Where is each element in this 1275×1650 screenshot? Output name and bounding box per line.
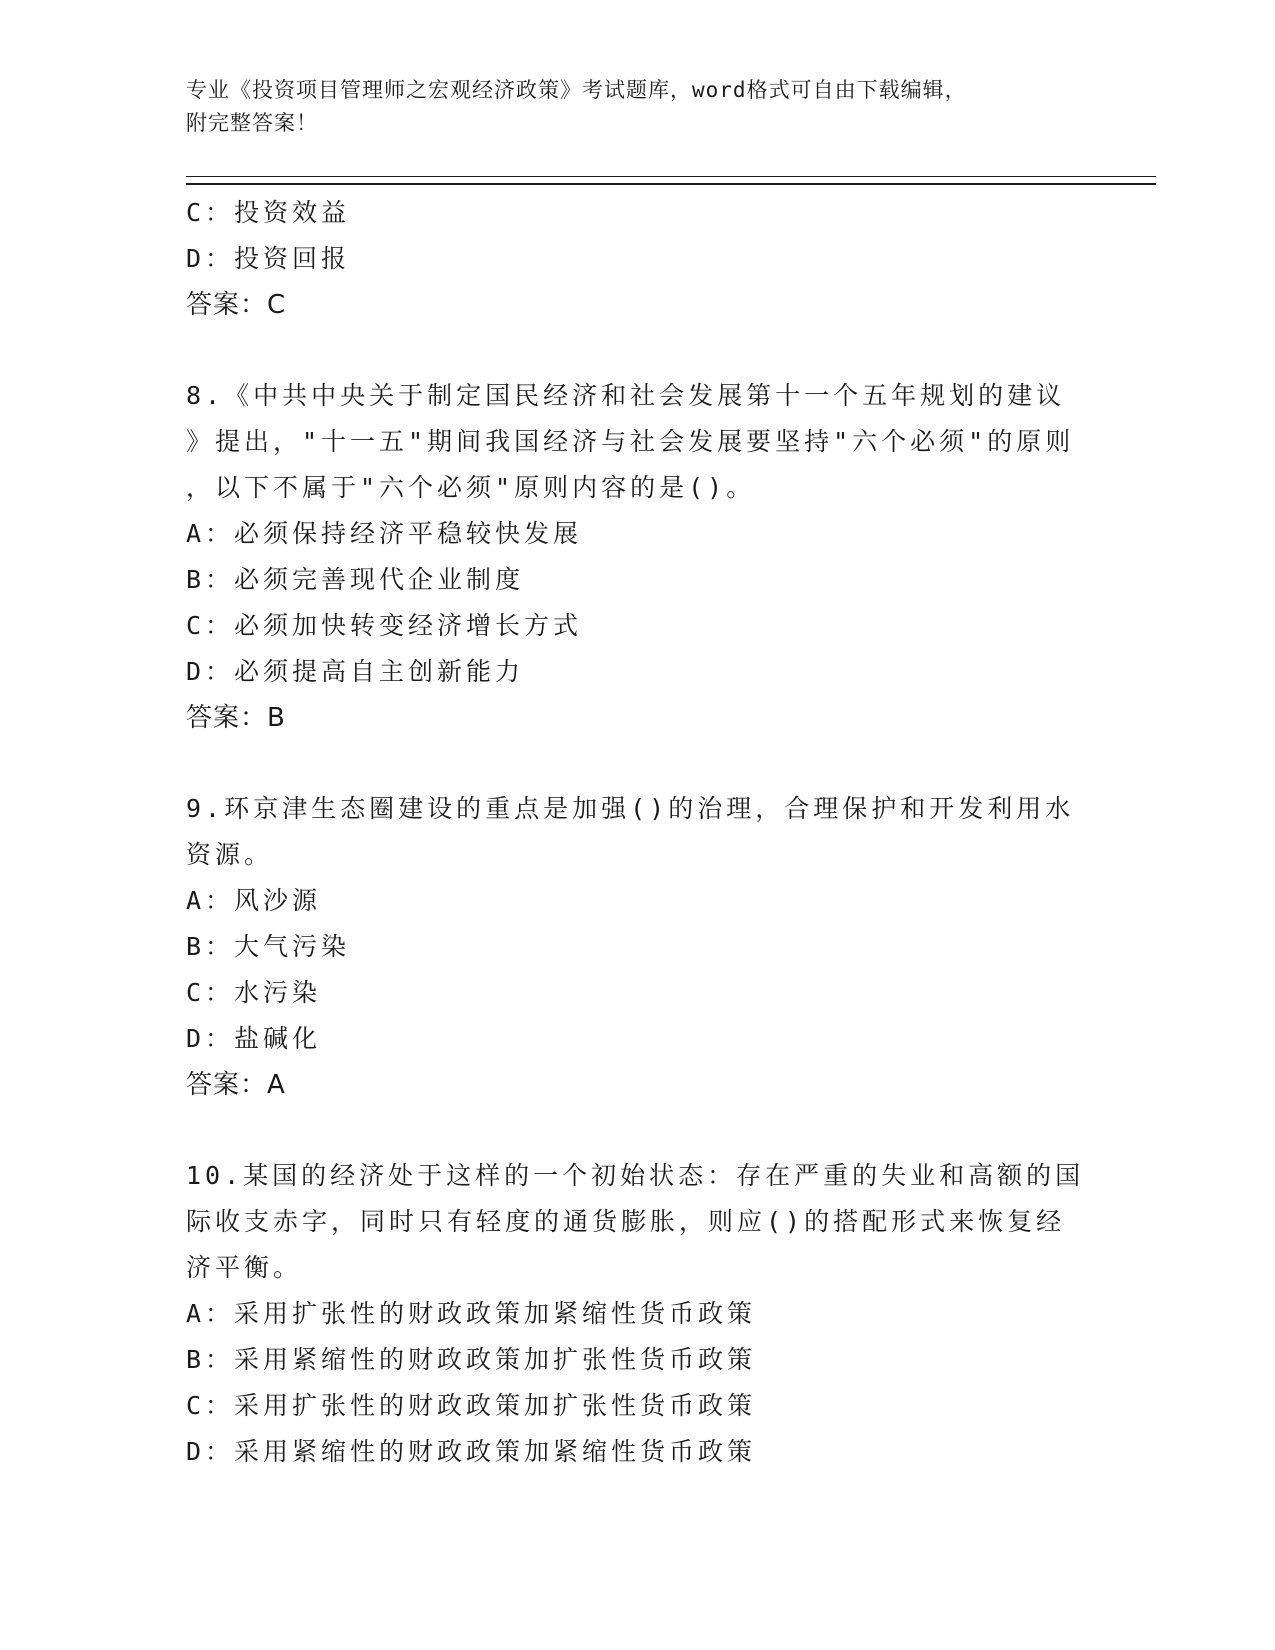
question-text-line: 际收支赤字，同时只有轻度的通货膨胀，则应()的搭配形式来恢复经: [186, 1207, 1066, 1236]
option-b: B：采用紧缩性的财政政策加扩张性货币政策: [186, 1345, 757, 1374]
header-line-2: 附完整答案！: [186, 111, 318, 135]
question-8: [186, 373, 1186, 741]
question-text-line: 资源。: [186, 840, 274, 869]
option-d: D：采用紧缩性的财政政策加紧缩性货币政策: [186, 1437, 757, 1466]
spacer: [186, 741, 1186, 786]
option-c: C：采用扩张性的财政政策加扩张性货币政策: [186, 1391, 757, 1420]
question-text-line: ，以下不属于"六个必须"原则内容的是()。: [186, 473, 756, 502]
document-header: [186, 74, 1066, 140]
option-d: D：投资回报: [186, 244, 351, 273]
header-divider: [186, 176, 1156, 185]
header-line-1: 专业《投资项目管理师之宏观经济政策》考试题库，word格式可自由下载编辑，: [186, 78, 967, 102]
option-c: C：必须加快转变经济增长方式: [186, 611, 583, 640]
option-b: B：必须完善现代企业制度: [186, 565, 525, 594]
question-text-line: 10.某国的经济处于这样的一个初始状态：存在严重的失业和高额的国: [186, 1161, 1085, 1190]
question-text-line: 8.《中共中央关于制定国民经济和社会发展第十一个五年规划的建议: [186, 381, 1066, 410]
option-a: A：必须保持经济平稳较快发展: [186, 519, 583, 548]
question-text-line: 济平衡。: [186, 1253, 303, 1282]
spacer: [186, 328, 1186, 373]
question-text-line: 9.环京津生态圈建设的重点是加强()的治理，合理保护和开发利用水: [186, 794, 1075, 823]
option-d: D：盐碱化: [186, 1024, 322, 1053]
option-c: C：水污染: [186, 978, 322, 1007]
option-a: A：采用扩张性的财政政策加紧缩性货币政策: [186, 1299, 757, 1328]
answer: 答案：B: [186, 703, 286, 733]
question-list: [186, 190, 1186, 1475]
option-a: A：风沙源: [186, 886, 322, 915]
option-c: C：投资效益: [186, 198, 351, 227]
question-text-line: 》提出，"十一五"期间我国经济与社会发展要坚持"六个必须"的原则: [186, 427, 1075, 456]
question-9: [186, 786, 1186, 1108]
answer: 答案：A: [186, 1070, 286, 1100]
option-d: D：必须提高自主创新能力: [186, 657, 525, 686]
answer: 答案：C: [186, 290, 287, 320]
spacer: [186, 1108, 1186, 1153]
prev-question: [186, 190, 1186, 328]
option-b: B：大气污染: [186, 932, 351, 961]
question-10: [186, 1153, 1186, 1475]
